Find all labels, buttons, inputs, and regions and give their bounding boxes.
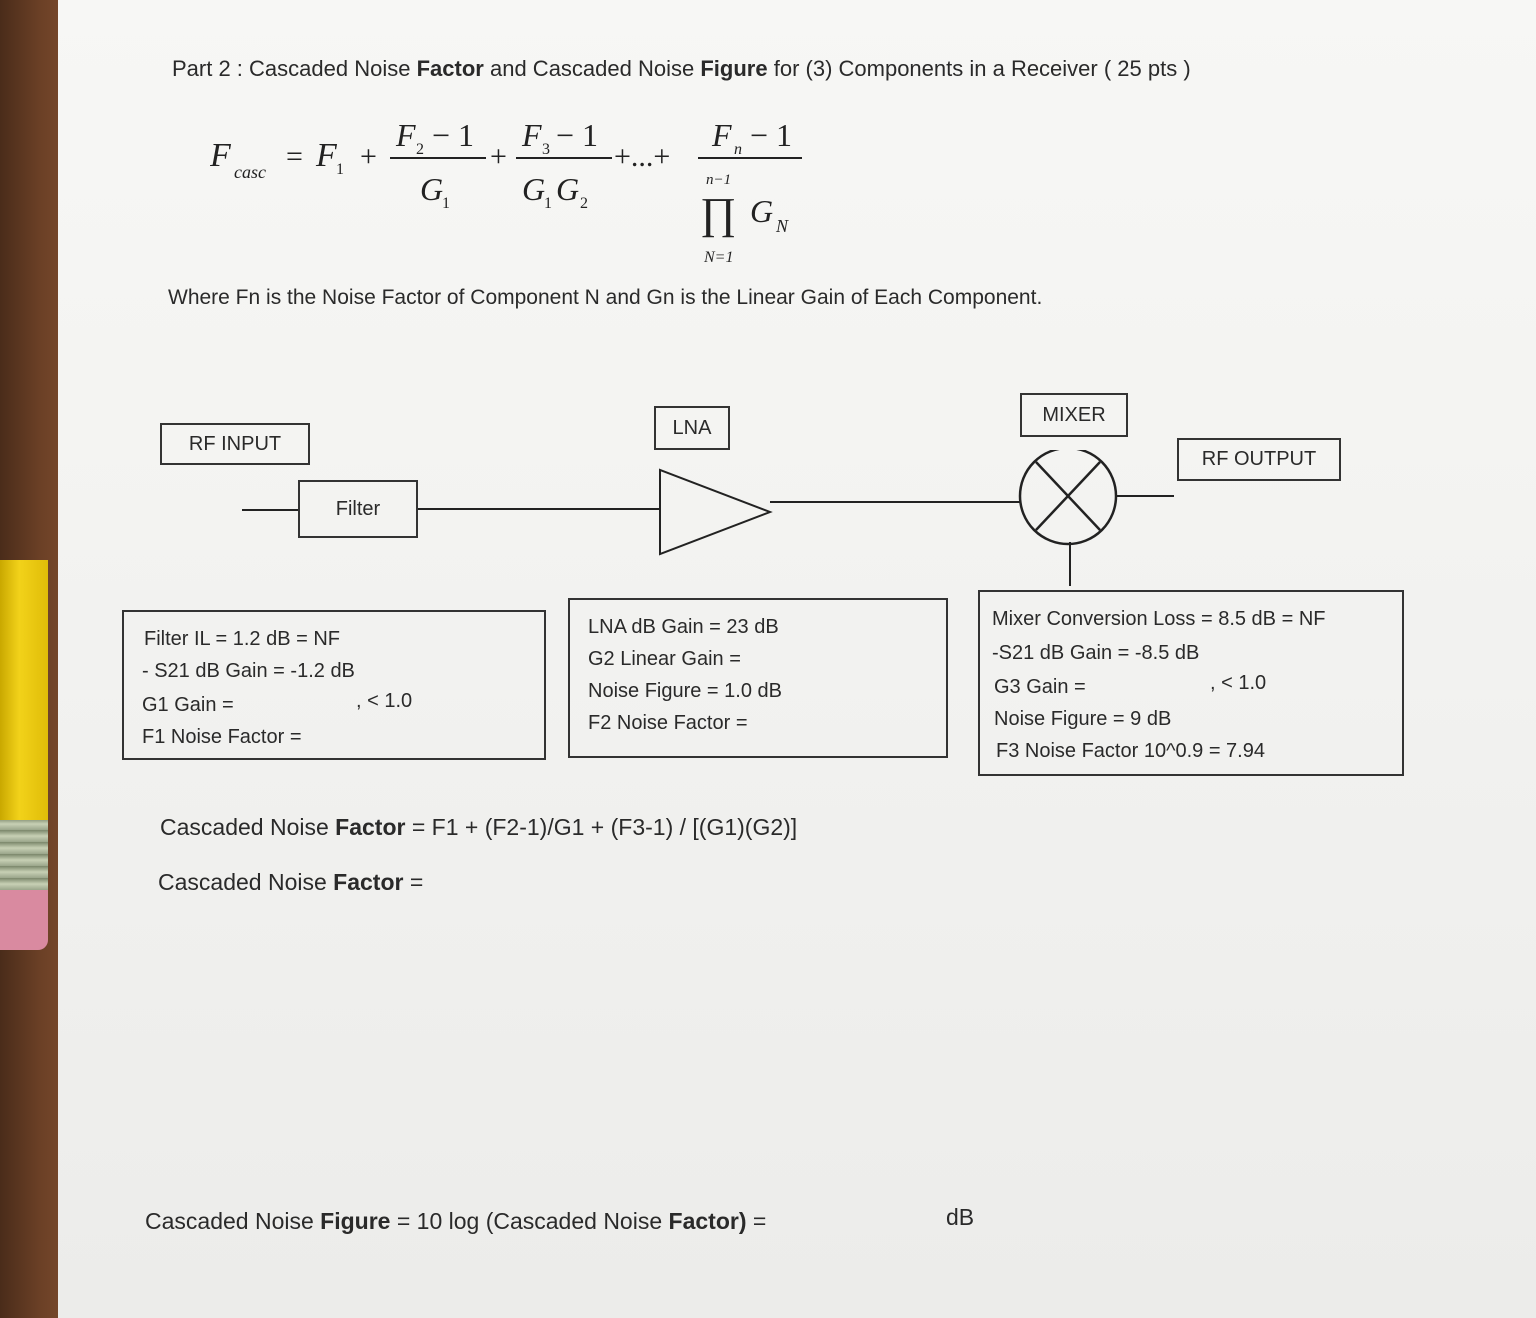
where-explanation: Where Fn is the Noise Factor of Component N and Gn is the Linear Gain of Each Component.: [168, 286, 1043, 309]
mixer-s21: -S21 dB Gain = -8.5 dB: [992, 642, 1200, 664]
filter-g1-gain: G1 Gain =: [142, 694, 234, 716]
lna-noise-figure: Noise Figure = 1.0 dB: [588, 680, 782, 702]
formula-num1: F: [396, 117, 416, 153]
formula-f1: F: [316, 137, 337, 174]
mixer-label: MIXER: [1020, 393, 1128, 437]
lna-f2-noise-factor: F2 Noise Factor =: [588, 712, 748, 734]
formula-num1-sub: 2: [416, 141, 424, 158]
formula-den1: G: [420, 171, 444, 207]
cascade-formula-line: Cascaded Noise Factor = F1 + (F2-1)/G1 + (F3-1) / [(G1)(G2)]: [160, 814, 798, 840]
lna-db-gain: LNA dB Gain = 23 dB: [588, 616, 779, 638]
mixer-noise-figure: Noise Figure = 9 dB: [994, 708, 1172, 730]
part-label: Part 2 :: [172, 56, 243, 81]
formula-prod-top: n−1: [706, 172, 732, 188]
mixer-params-box: [978, 590, 1404, 776]
input-wire: [242, 509, 300, 511]
formula-den2b-sub: 2: [580, 195, 588, 212]
filter-to-lna-wire: [418, 508, 660, 510]
filter-il: Filter IL = 1.2 dB = NF: [144, 628, 341, 650]
pencil-eraser: [0, 890, 48, 950]
formula-lhs-sub: casc: [234, 162, 266, 182]
cascaded-noise-formula: [210, 112, 830, 272]
filter-f1-noise-factor: F1 Noise Factor =: [142, 726, 302, 748]
cascade-factor-answer-line: Cascaded Noise Factor =: [158, 869, 424, 895]
formula-plus-2: +: [490, 140, 507, 173]
page-title: Part 2 : Cascaded Noise Factor and Cascaded Noise Figure for (3) Components in a Receiver ( 25 pts ): [172, 56, 1191, 81]
formula-den2a-sub: 1: [544, 195, 552, 212]
formula-equals: =: [286, 140, 303, 173]
lna-g2-linear-gain: G2 Linear Gain =: [588, 648, 741, 670]
formula-prod-var-sub: N: [776, 216, 789, 236]
lna-params-box: [568, 598, 948, 758]
formula-num1-rest: − 1: [432, 117, 475, 153]
filter-g1-note: , < 1.0: [356, 690, 413, 712]
formula-num3: F: [712, 117, 732, 153]
mixer-cross-icon: [1018, 450, 1118, 550]
formula-dots: +...+: [614, 140, 671, 173]
mixer-f3-noise-factor: F3 Noise Factor 10^0.9 = 7.94: [996, 740, 1265, 762]
formula-prod-var: G: [750, 193, 774, 229]
filter-s21: - S21 dB Gain = -1.2 dB: [142, 660, 355, 682]
mixer-output-wire: [1116, 495, 1174, 497]
cascade-figure-answer-line: Cascaded Noise Figure = 10 log (Cascaded Noise Factor) =: [145, 1208, 767, 1234]
filter-block: Filter: [298, 480, 418, 538]
amplifier-triangle-icon: [658, 468, 774, 558]
formula-lhs: F: [210, 137, 231, 174]
formula-plus-1: +: [360, 140, 377, 173]
lna-to-mixer-wire: [770, 501, 1020, 503]
formula-num2-rest: − 1: [556, 117, 599, 153]
formula-f1-sub: 1: [336, 161, 344, 178]
mixer-lo-wire: [1069, 542, 1071, 586]
formula-num2-sub: 3: [542, 141, 550, 158]
mixer-g3-gain: G3 Gain =: [994, 676, 1086, 698]
mixer-conversion-loss: Mixer Conversion Loss = 8.5 dB = NF: [992, 608, 1326, 630]
formula-num3-sub: n: [734, 141, 742, 158]
formula-num2: F: [522, 117, 542, 153]
pencil-ferrule: [0, 820, 48, 890]
lna-label: LNA: [654, 406, 730, 450]
formula-den2a: G: [522, 171, 546, 207]
formula-prod-symbol: ∏: [700, 189, 737, 238]
formula-den1-sub: 1: [442, 195, 450, 212]
rf-output-label: RF OUTPUT: [1177, 438, 1341, 481]
formula-num3-rest: − 1: [750, 117, 793, 153]
filter-params-box: [122, 610, 546, 760]
cascade-figure-unit: dB: [946, 1204, 975, 1230]
mixer-g3-note: , < 1.0: [1210, 672, 1267, 694]
formula-prod-bottom: N=1: [704, 249, 734, 266]
rf-input-label: RF INPUT: [160, 423, 310, 465]
formula-den2b: G: [556, 171, 580, 207]
